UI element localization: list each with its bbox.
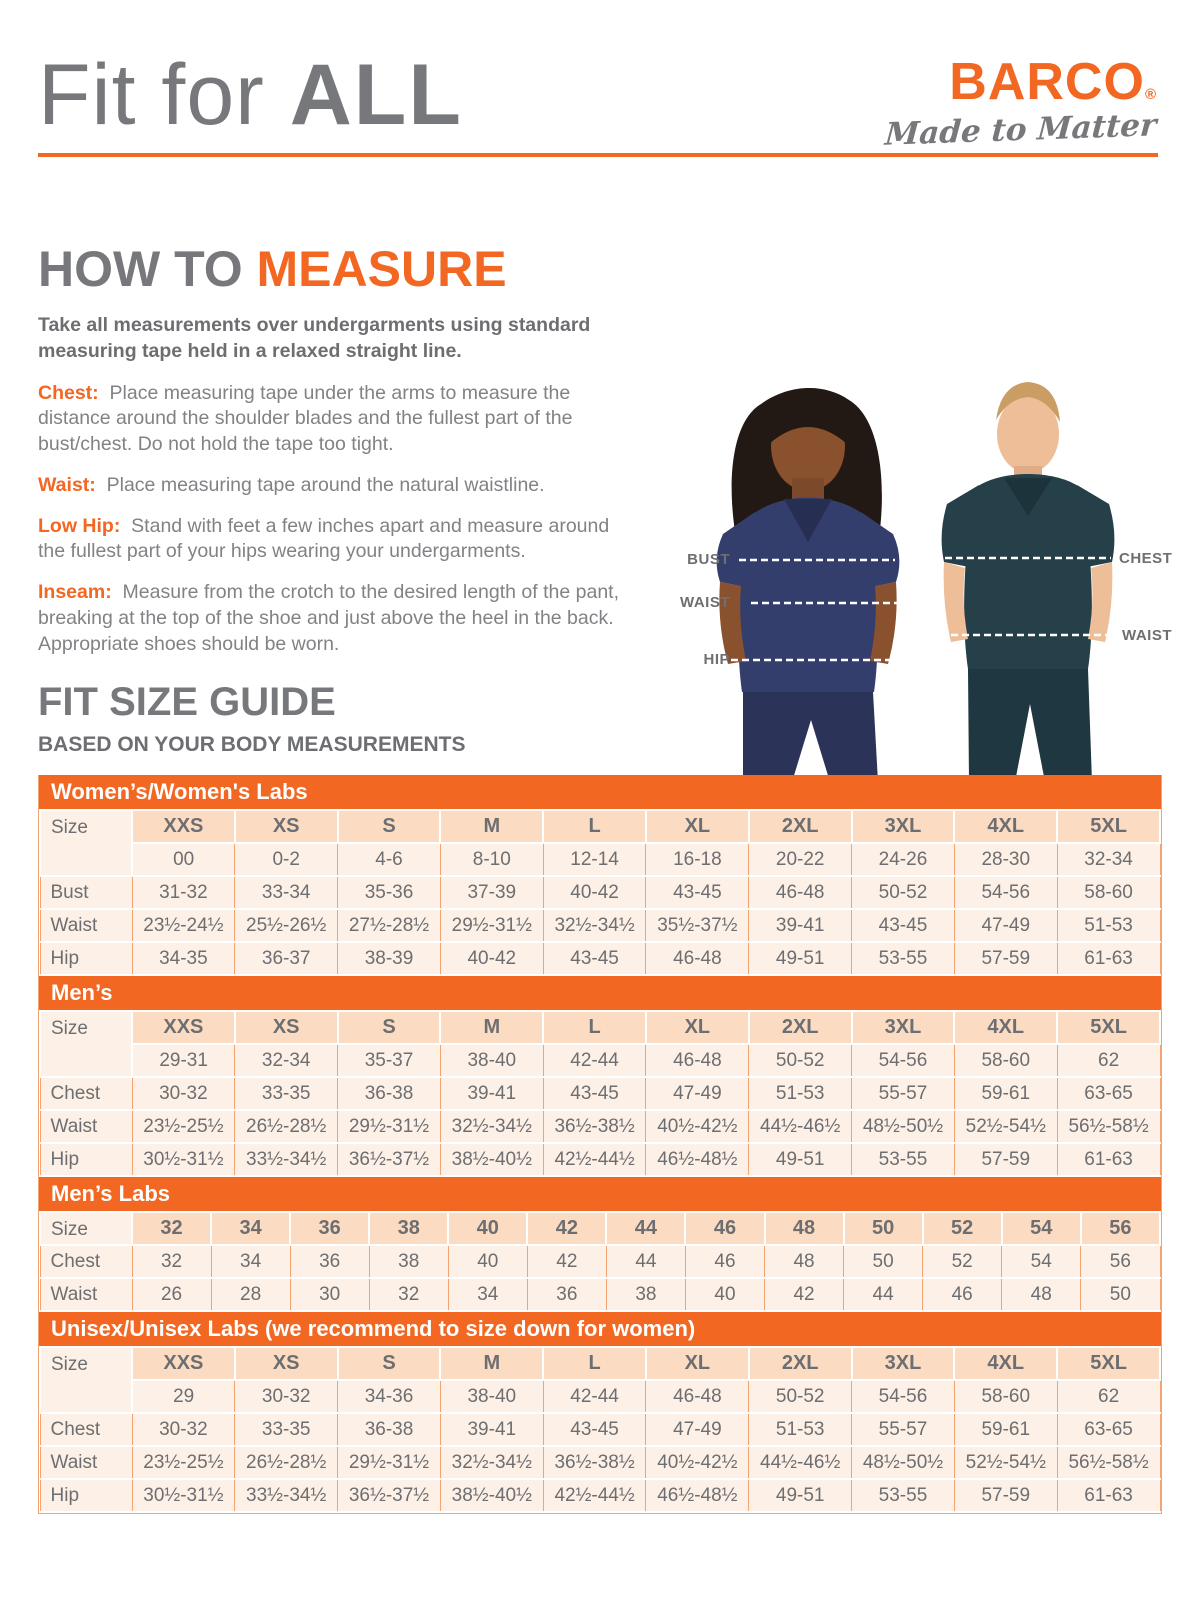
size-header-cell: XL [646, 810, 749, 843]
size-table-mens-labs [39, 1211, 1161, 1312]
row-label: Waist [40, 1110, 132, 1143]
table-header-row [40, 1212, 1160, 1245]
value-cell: 53-55 [852, 942, 955, 975]
size-header-cell: XS [235, 1011, 338, 1044]
value-cell: 30-32 [132, 1077, 235, 1110]
measure-item-inseam [38, 580, 630, 657]
value-cell: 48½-50½ [852, 1110, 955, 1143]
value-cell: 27½-28½ [338, 909, 441, 942]
numeric-size-cell: 42-44 [543, 1380, 646, 1413]
value-cell: 23½-24½ [132, 909, 235, 942]
size-header-cell: XS [235, 810, 338, 843]
measure-item-label: Inseam: [38, 581, 112, 604]
value-cell: 42½-44½ [543, 1143, 646, 1176]
value-cell: 50 [1081, 1278, 1160, 1311]
size-header-cell: 5XL [1057, 1347, 1160, 1380]
numeric-size-cell: 38-40 [440, 1380, 543, 1413]
numeric-size-cell: 42-44 [543, 1044, 646, 1077]
value-cell: 57-59 [954, 1143, 1057, 1176]
size-header-cell: 3XL [852, 1347, 955, 1380]
corner-size-label: Size [40, 1212, 132, 1245]
value-cell: 40½-42½ [646, 1446, 749, 1479]
value-cell: 49-51 [749, 1479, 852, 1512]
title-light: Fit for [38, 47, 265, 143]
value-cell: 36½-38½ [543, 1110, 646, 1143]
value-cell: 40 [685, 1278, 764, 1311]
table-row [40, 909, 1160, 942]
numeric-size-cell: 38-40 [440, 1044, 543, 1077]
table-header-row [40, 810, 1160, 843]
chest-label: CHEST [1119, 550, 1173, 567]
hip-label: HIP [703, 651, 730, 668]
value-cell: 42 [527, 1245, 606, 1278]
value-cell: 33½-34½ [235, 1143, 338, 1176]
value-cell: 35-36 [338, 876, 441, 909]
table-row [40, 1110, 1160, 1143]
value-cell: 54-56 [954, 876, 1057, 909]
heading-orange-part: MEASURE [256, 241, 507, 297]
size-header-cell: M [440, 1347, 543, 1380]
value-cell: 61-63 [1057, 1143, 1160, 1176]
value-cell: 43-45 [543, 1413, 646, 1446]
numeric-size-cell: 62 [1057, 1380, 1160, 1413]
numeric-size-cell: 54-56 [852, 1044, 955, 1077]
numeric-size-cell: 50-52 [749, 1380, 852, 1413]
value-cell: 63-65 [1057, 1077, 1160, 1110]
table-row [40, 1077, 1160, 1110]
value-cell: 34 [448, 1278, 527, 1311]
value-cell: 52 [923, 1245, 1002, 1278]
size-header-cell: M [440, 810, 543, 843]
table-row [40, 1479, 1160, 1512]
value-cell: 56 [1081, 1245, 1160, 1278]
value-cell: 43-45 [543, 942, 646, 975]
measure-item-waist [38, 473, 630, 499]
heading-gray-part: HOW TO [38, 241, 243, 297]
numeric-size-row [40, 843, 1160, 876]
value-cell: 44½-46½ [749, 1446, 852, 1479]
size-header-cell: 3XL [852, 810, 955, 843]
value-cell: 52½-54½ [954, 1446, 1057, 1479]
brand-tagline: Made to Matter [883, 107, 1158, 153]
numeric-size-cell: 12-14 [543, 843, 646, 876]
numeric-size-cell: 29-31 [132, 1044, 235, 1077]
value-cell: 50 [844, 1245, 923, 1278]
value-cell: 26½-28½ [235, 1446, 338, 1479]
divider-rule [38, 153, 1158, 157]
value-cell: 32 [369, 1278, 448, 1311]
bust-label: BUST [687, 551, 730, 568]
brand-name: BARCO [949, 53, 1145, 111]
value-cell: 30½-31½ [132, 1479, 235, 1512]
numeric-size-cell: 24-26 [852, 843, 955, 876]
measure-item-label: Chest: [38, 381, 99, 404]
row-label: Bust [40, 876, 132, 909]
value-cell: 36 [527, 1278, 606, 1311]
table-row [40, 1245, 1160, 1278]
numeric-size-cell: 32-34 [1057, 843, 1160, 876]
numeric-size-cell: 8-10 [440, 843, 543, 876]
row-label: Waist [40, 1278, 132, 1311]
measure-item-text: Place measuring tape around the natural waistline. [106, 473, 545, 496]
measure-item-text: Place measuring tape under the arms to measure the distance around the shoulder blades and the fullest part of the bust/chest. Do not hold the tape too tight. [38, 381, 573, 456]
fit-size-guide-section [38, 680, 1162, 1514]
size-header-cell: XL [646, 1347, 749, 1380]
size-header-cell: 48 [765, 1212, 844, 1245]
size-header-cell: 32 [132, 1212, 211, 1245]
size-header-cell: 40 [448, 1212, 527, 1245]
measure-item-chest [38, 381, 630, 458]
value-cell: 38½-40½ [440, 1143, 543, 1176]
value-cell: 32½-34½ [440, 1446, 543, 1479]
table-header-row [40, 1011, 1160, 1044]
row-label: Waist [40, 1446, 132, 1479]
value-cell: 38½-40½ [440, 1479, 543, 1512]
value-cell: 58-60 [1057, 876, 1160, 909]
value-cell: 43-45 [646, 876, 749, 909]
value-cell: 35½-37½ [646, 909, 749, 942]
corner-size-label: Size [40, 810, 132, 876]
numeric-size-cell: 20-22 [749, 843, 852, 876]
value-cell: 33-35 [235, 1413, 338, 1446]
value-cell: 49-51 [749, 942, 852, 975]
value-cell: 36 [290, 1245, 369, 1278]
value-cell: 36½-37½ [338, 1479, 441, 1512]
value-cell: 57-59 [954, 1479, 1057, 1512]
size-header-cell: 5XL [1057, 1011, 1160, 1044]
table-banner-mens: Men’s [39, 976, 1161, 1010]
value-cell: 55-57 [852, 1413, 955, 1446]
measure-item-text: Stand with feet a few inches apart and measure around the fullest part of your hips wearing your undergarments. [38, 514, 610, 563]
value-cell: 47-49 [646, 1413, 749, 1446]
table-row [40, 1413, 1160, 1446]
value-cell: 29½-31½ [440, 909, 543, 942]
row-label: Hip [40, 942, 132, 975]
value-cell: 53-55 [852, 1479, 955, 1512]
value-cell: 52½-54½ [954, 1110, 1057, 1143]
measure-intro: Take all measurements over undergarments using standard measuring tape held in a relaxed straight line. [38, 313, 591, 362]
numeric-size-cell: 54-56 [852, 1380, 955, 1413]
value-cell: 55-57 [852, 1077, 955, 1110]
value-cell: 53-55 [852, 1143, 955, 1176]
size-header-cell: 4XL [954, 810, 1057, 843]
size-header-cell: L [543, 1011, 646, 1044]
size-table-unisex [39, 1346, 1161, 1513]
size-header-cell: 38 [369, 1212, 448, 1245]
size-header-cell: 5XL [1057, 810, 1160, 843]
table-row [40, 1278, 1160, 1311]
value-cell: 36-38 [338, 1413, 441, 1446]
numeric-size-cell: 58-60 [954, 1380, 1057, 1413]
size-table-womens [39, 809, 1161, 976]
value-cell: 39-41 [440, 1413, 543, 1446]
value-cell: 26½-28½ [235, 1110, 338, 1143]
numeric-size-cell: 50-52 [749, 1044, 852, 1077]
value-cell: 54 [1002, 1245, 1081, 1278]
size-guide-heading: FIT SIZE GUIDE [38, 680, 336, 724]
size-header-cell: 2XL [749, 1011, 852, 1044]
size-header-cell: 44 [606, 1212, 685, 1245]
size-header-cell: L [543, 810, 646, 843]
size-header-cell: M [440, 1011, 543, 1044]
numeric-size-cell: 29 [132, 1380, 235, 1413]
value-cell: 46 [685, 1245, 764, 1278]
value-cell: 44½-46½ [749, 1110, 852, 1143]
table-row [40, 942, 1160, 975]
size-header-cell: 4XL [954, 1347, 1057, 1380]
value-cell: 40½-42½ [646, 1110, 749, 1143]
size-header-cell: XS [235, 1347, 338, 1380]
value-cell: 39-41 [749, 909, 852, 942]
value-cell: 51-53 [749, 1413, 852, 1446]
row-label: Hip [40, 1479, 132, 1512]
value-cell: 23½-25½ [132, 1110, 235, 1143]
value-cell: 30½-31½ [132, 1143, 235, 1176]
row-label: Hip [40, 1143, 132, 1176]
value-cell: 47-49 [954, 909, 1057, 942]
how-to-measure-section [38, 243, 630, 672]
value-cell: 34 [211, 1245, 290, 1278]
brand-logo [883, 53, 1158, 153]
numeric-size-cell: 0-2 [235, 843, 338, 876]
value-cell: 48½-50½ [852, 1446, 955, 1479]
size-header-cell: S [338, 1347, 441, 1380]
waist-label-right: WAIST [1122, 627, 1172, 644]
size-guide-subheading: BASED ON YOUR BODY MEASUREMENTS [38, 733, 466, 756]
table-header-row [40, 1347, 1160, 1380]
size-header-cell: 50 [844, 1212, 923, 1245]
how-to-measure-heading [38, 243, 630, 296]
value-cell: 33-35 [235, 1077, 338, 1110]
size-header-cell: L [543, 1347, 646, 1380]
value-cell: 50-52 [852, 876, 955, 909]
value-cell: 38-39 [338, 942, 441, 975]
value-cell: 40-42 [543, 876, 646, 909]
value-cell: 42½-44½ [543, 1479, 646, 1512]
size-header-cell: 3XL [852, 1011, 955, 1044]
waist-label-left: WAIST [680, 594, 730, 611]
value-cell: 46-48 [646, 942, 749, 975]
corner-size-label: Size [40, 1011, 132, 1077]
value-cell: 31-32 [132, 876, 235, 909]
value-cell: 30 [290, 1278, 369, 1311]
value-cell: 56½-58½ [1057, 1446, 1160, 1479]
title-bold: ALL [289, 47, 463, 143]
value-cell: 38 [369, 1245, 448, 1278]
numeric-size-cell: 46-48 [646, 1044, 749, 1077]
row-label: Chest [40, 1413, 132, 1446]
size-header-cell: 2XL [749, 1347, 852, 1380]
value-cell: 32½-34½ [440, 1110, 543, 1143]
value-cell: 59-61 [954, 1413, 1057, 1446]
page-title [38, 47, 463, 143]
size-header-cell: 36 [290, 1212, 369, 1245]
size-header-cell: S [338, 1011, 441, 1044]
size-header-cell: XXS [132, 1011, 235, 1044]
value-cell: 48 [765, 1245, 844, 1278]
size-header-cell: S [338, 810, 441, 843]
value-cell: 37-39 [440, 876, 543, 909]
value-cell: 36½-38½ [543, 1446, 646, 1479]
value-cell: 43-45 [852, 909, 955, 942]
value-cell: 42 [765, 1278, 844, 1311]
table-banner-womens: Women’s/Women's Labs [39, 775, 1161, 809]
value-cell: 30-32 [132, 1413, 235, 1446]
numeric-size-row [40, 1044, 1160, 1077]
value-cell: 26 [132, 1278, 211, 1311]
size-header-cell: XXS [132, 1347, 235, 1380]
value-cell: 51-53 [1057, 909, 1160, 942]
value-cell: 39-41 [440, 1077, 543, 1110]
value-cell: 44 [606, 1245, 685, 1278]
size-header-cell: XXS [132, 810, 235, 843]
value-cell: 33½-34½ [235, 1479, 338, 1512]
value-cell: 28 [211, 1278, 290, 1311]
numeric-size-cell: 58-60 [954, 1044, 1057, 1077]
value-cell: 57-59 [954, 942, 1057, 975]
numeric-size-cell: 32-34 [235, 1044, 338, 1077]
value-cell: 29½-31½ [338, 1110, 441, 1143]
value-cell: 29½-31½ [338, 1446, 441, 1479]
row-label: Chest [40, 1245, 132, 1278]
table-banner-unisex: Unisex/Unisex Labs (we recommend to size down for women) [39, 1312, 1161, 1346]
size-table-mens [39, 1010, 1161, 1177]
numeric-size-cell: 46-48 [646, 1380, 749, 1413]
title-space [265, 47, 290, 143]
measure-item-text: Measure from the crotch to the desired length of the pant, breaking at the top of the shoe and just above the heel in the back. Appropriate shoes should be worn. [38, 581, 619, 655]
measure-item-label: Low Hip: [38, 514, 121, 537]
value-cell: 48 [1002, 1278, 1081, 1311]
measure-item-low-hip [38, 514, 630, 565]
numeric-size-cell: 00 [132, 843, 235, 876]
table-row [40, 1143, 1160, 1176]
value-cell: 49-51 [749, 1143, 852, 1176]
numeric-size-cell: 4-6 [338, 843, 441, 876]
value-cell: 43-45 [543, 1077, 646, 1110]
value-cell: 36-38 [338, 1077, 441, 1110]
value-cell: 61-63 [1057, 942, 1160, 975]
table-row [40, 876, 1160, 909]
size-header-cell: 46 [685, 1212, 764, 1245]
value-cell: 46-48 [749, 876, 852, 909]
numeric-size-cell: 35-37 [338, 1044, 441, 1077]
value-cell: 32 [132, 1245, 211, 1278]
size-header-cell: 56 [1081, 1212, 1160, 1245]
value-cell: 38 [606, 1278, 685, 1311]
row-label: Waist [40, 909, 132, 942]
value-cell: 46 [923, 1278, 1002, 1311]
value-cell: 56½-58½ [1057, 1110, 1160, 1143]
value-cell: 46½-48½ [646, 1479, 749, 1512]
numeric-size-row [40, 1380, 1160, 1413]
value-cell: 25½-26½ [235, 909, 338, 942]
size-header-cell: XL [646, 1011, 749, 1044]
numeric-size-cell: 34-36 [338, 1380, 441, 1413]
numeric-size-cell: 30-32 [235, 1380, 338, 1413]
numeric-size-cell: 16-18 [646, 843, 749, 876]
size-header-cell: 4XL [954, 1011, 1057, 1044]
value-cell: 36½-37½ [338, 1143, 441, 1176]
value-cell: 59-61 [954, 1077, 1057, 1110]
value-cell: 44 [844, 1278, 923, 1311]
value-cell: 47-49 [646, 1077, 749, 1110]
size-header-cell: 42 [527, 1212, 606, 1245]
registered-mark-icon: ® [1144, 86, 1156, 103]
value-cell: 40-42 [440, 942, 543, 975]
value-cell: 23½-25½ [132, 1446, 235, 1479]
value-cell: 36-37 [235, 942, 338, 975]
row-label: Chest [40, 1077, 132, 1110]
table-row [40, 1446, 1160, 1479]
corner-size-label: Size [40, 1347, 132, 1413]
value-cell: 34-35 [132, 942, 235, 975]
brand-name-line [885, 53, 1156, 111]
value-cell: 33-34 [235, 876, 338, 909]
size-header-cell: 52 [923, 1212, 1002, 1245]
value-cell: 61-63 [1057, 1479, 1160, 1512]
value-cell: 46½-48½ [646, 1143, 749, 1176]
size-tables [38, 775, 1162, 1514]
measure-item-label: Waist: [38, 473, 96, 496]
value-cell: 40 [448, 1245, 527, 1278]
size-header-cell: 34 [211, 1212, 290, 1245]
value-cell: 51-53 [749, 1077, 852, 1110]
size-header-cell: 2XL [749, 810, 852, 843]
numeric-size-cell: 62 [1057, 1044, 1160, 1077]
value-cell: 63-65 [1057, 1413, 1160, 1446]
value-cell: 32½-34½ [543, 909, 646, 942]
table-banner-mens-labs: Men’s Labs [39, 1177, 1161, 1211]
size-header-cell: 54 [1002, 1212, 1081, 1245]
numeric-size-cell: 28-30 [954, 843, 1057, 876]
